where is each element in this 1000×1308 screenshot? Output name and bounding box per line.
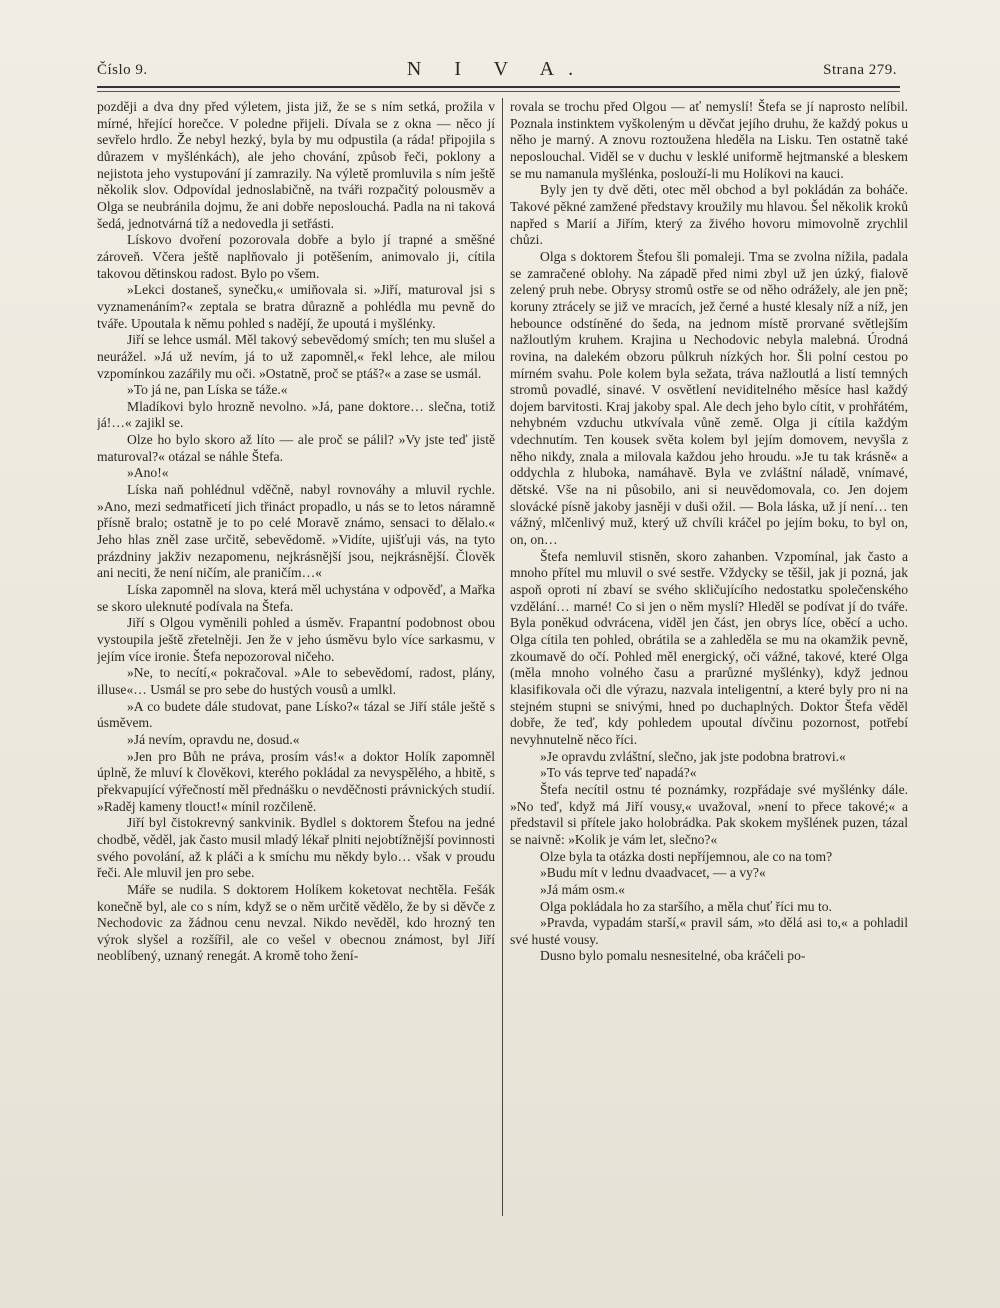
paragraph: »Lekci dostaneš, synečku,« umiňovala si. »Jiří, maturoval jsi s vyznamenáním?« zeptala se bratra důrazně a pohlédla mu pevně do tváře. Upoutala k němu pohled s nadějí, že upoutá i myšlénky. (97, 282, 495, 331)
paragraph: Máře se nudila. S doktorem Holíkem koketovat nechtěla. Fešák konečně byl, ale co s ním, když se o něm určitě vědělo, že by si děvče z Nechodovic za žádnou cenu nevzal. Nikdo nevěděl, kdo hrozný ten výrok slyšel a rozšířil, ale co vešel v obecnou známost, byl Jiří neoblíbený, uznaný renegát. A kromě toho žení- (97, 881, 495, 964)
page-number: Strana 279. (823, 62, 897, 78)
header-rule (97, 86, 900, 92)
paragraph: »Budu mít v lednu dvaadvacet, — a vy?« (540, 865, 766, 881)
right-column (510, 99, 908, 1219)
paragraph: později a dva dny před výletem, jista již, že se s ním setká, prožila v mírné, hřející horečce. V poledne přijeli. Dívala se z okna — něco jí sevřelo hrdlo. Že nebyl hezký, byla by mu odpustila (a ráda! připojila s důrazem v myšlénkách), ale jeho chování, způsob řeči, poklony a nejistota jeho vystupování jí zamrazily. Na výletě promluvila s ním ještě několik slov. Odpovídal jednoslabičně, na tváři rozpačitý polousměv a Olga se neubránila dojmu, že ani dobře neposlouchá. Padla na ni taková šedá, jednotvárná tíž a nedovedla ji setřásti. (97, 99, 495, 231)
paragraph: »Jen pro Bůh ne práva, prosím vás!« a doktor Holík zapomněl úplně, že mluví k člověkovi, kterého pokládal za nevyspělého, a hbitě, s překvapující výřečností měl přednášku o nevděčnosti právnických studií. »Raděj kameny tlouct!« mínil rozčileně. (97, 748, 495, 814)
paragraph: »Je opravdu zvláštní, slečno, jak jste podobna bratrovi.« (540, 748, 846, 764)
publication-title: N I V A. (406, 58, 588, 80)
paragraph: »Já nevím, opravdu ne, dosud.« (127, 731, 300, 747)
issue-number: Číslo 9. (97, 62, 148, 78)
paragraph: Byly jen ty dvě děti, otec měl obchod a byl pokládán za boháče. Takové pěkné zamžené představy kroužily mu hlavou. Šel několik kroků napřed s Marií a Jiřím, který za živého hovoru mimovolně zrychlil chůzi. (510, 182, 908, 248)
paragraph: »Ano!« (127, 465, 169, 481)
paragraph: Olze byla ta otázka dosti nepříjemnou, ale co na tom? (540, 848, 833, 864)
page-header (97, 58, 897, 84)
left-column (97, 99, 495, 1219)
paragraph: »A co budete dále studovat, pane Lísko?« tázal se Jiří stále ještě s úsměvem. (97, 698, 495, 731)
paragraph: Olze ho bylo skoro až líto — ale proč se pálil? »Vy jste teď jistě maturoval?« otázal se náhle Štefa. (97, 432, 495, 464)
paragraph: Štefa necítil ostnu té poznámky, rozpřádaje své myšlénky dále. »No teď, když má Jiří vousy,« uvažoval, »není to přece takové;« a představil si přítele jako holobrádka. Pak skokem myšlének puzen, tázal se naivně: »Kolik je vám let, slečno?« (510, 781, 908, 847)
paragraph: »Já mám osm.« (540, 881, 625, 897)
paragraph: »Ne, to necítí,« pokračoval. »Ale to sebevědomí, radost, plány, illuse«… Usmál se pro sebe do hustých vousů a umlkl. (97, 665, 495, 697)
paragraph: Jiří byl čistokrevný sankvinik. Bydlel s doktorem Štefou na jedné chodbě, věděl, jak často musil mladý lékař plniti nejobtížnější povinnosti svého povolání, až k pláči a k smíchu mu někdy bylo… však v proudu řeči. Ale mluvil jen pro sebe. (97, 815, 495, 881)
paragraph: Dusno bylo pomalu nesnesitelné, oba kráčeli po- (540, 948, 806, 964)
paragraph: Jiří se lehce usmál. Měl takový sebevědomý smích; ten mu slušel a neurážel. »Já už nevím, já to už zapomněl,« řekl lehce, ale milou vzpomínkou zazářily mu oči. »Ostatně, proč se ptáš?« a zase se usmál. (97, 332, 495, 381)
paragraph: Olga pokládala ho za staršího, a měla chuť říci mu to. (540, 898, 832, 914)
paragraph: Štefa nemluvil stisněn, skoro zahanben. Vzpomínal, jak často a mnoho přítel mu mluvil o své sestře. Vždycky se těšil, jak ji pozná, jak aspoň oproti ní zbaví se svého skličujícího nedostatku společenského vzdělání… marné! Co si jen o něm myslí? Hleděl se podívat jí do tváře. Byla poněkud odvrácena, viděl jen část, jen obrys líce, oběcí a ucho. Olga cítila ten pohled, obrátila se a zahleděla se mu na okamžik pevně, zkoumavě do očí. Pohled měl energický, oči vážné, takové, které Olga (měla mnoho volného času a prarůzné myšlénky), když jednou klasifikovala oči dle výrazu, nazvala inteligentní, a které byly pro ni na stejném stupni se snivými, hned po duchaplných. Doktor Štefa věděl dobře, že teď, kdy pohledem upoutal dívčinu pozornost, potřebí nevyhnutelně něco říci. (510, 548, 908, 747)
paragraph: »To já ne, pan Líska se táže.« (127, 382, 288, 398)
paragraph: Olga s doktorem Štefou šli pomaleji. Tma se zvolna nížila, padala se zamračené oblohy. Na západě před nimi zbyl už jen úzký, fialově zelený pruh nebe. Obrysy stromů ostře se od něho odrážely, ale jen pně; koruny ztrácely se již ve mracích, jež černé a husté klesaly níž a níž, jen hebounce odstíněné do šeda, na jednom místě prorvané světlejším nažloutlým kruhem. Krajina u Nechodovic nebyla malebná. Úrodná rovina, na dalekém obzoru půlkruh nízkých hor. Šli polní cestou po mírném svahu. Pole kolem byla sežata, tráva nažloutlá a listí temných stromů povadlé, sinavé. V osvětlení neviditelného měsíce hasl každý dojem barvitosti. Kraj jakoby spal. Ale dech jeho bylo cítit, v prohřátém, nehybném vzduchu utkvívala vůně země. Olga ji cítila každým vdechnutím. Ten kousek světa kolem byl jejím domovem, nevyšla z něho nikdy, znala a milovala každou jeho hroudu. »Je tu tak krásně« a oddychla z hluboka, namáhavě. Byla ve zvláštní náladě, vnímavé, dětské. Vše na ni působilo, ani si neuvědomovala, co. Jen dojem slovácké písně jakoby jasněji v duši ožil. — Bola láska, už jí není… ten vážný, mlčenlivý muž, který už chvíli kráčel po jejím boku, to byl on, on, on… (510, 248, 908, 548)
paragraph: Jiří s Olgou vyměnili pohled a úsměv. Frapantní podobnost obou vystoupila ještě zřetelněji. Jen že v jeho úsměvu bylo více sarkasmu, v jejím více ironie. Štefa nepozoroval ničeho. (97, 615, 495, 664)
paragraph: Lískovo dvoření pozorovala dobře a bylo jí trapné a směšné zároveň. Včera ještě naplňovalo ji potěšením, animovalo ji, cítila takovou dětinskou radost. Bylo po všem. (97, 232, 495, 281)
paragraph: rovala se trochu před Olgou — ať nemyslí! Štefa se jí naprosto nelíbil. Poznala instinktem vyškoleným u děvčat jejího druhu, že každý pokus u něho je marný. A znovu roztoužena hleděla na Lisku. Ten ostatně také neposlouchal. Viděl se v duchu v lesklé uniformě hejtmanské a bleskem se mu namanula myšlénka, poslouží-li mu Holíkovi na kauci. (510, 99, 908, 181)
paragraph: »To vás teprve teď napadá?« (540, 765, 697, 781)
paragraph: Líska zapomněl na slova, která měl uchystána v odpověď, a Mařka se skoro uleknuté podívala na Štefa. (97, 582, 495, 614)
column-divider (502, 98, 503, 1216)
paragraph: »Pravda, vypadám starší,« pravil sám, »to dělá asi to,« a pohladil své husté vousy. (510, 915, 908, 947)
paragraph: Líska naň pohlédnul vděčně, nabyl rovnováhy a mluvil rychle. »Ano, mezi sedmatřicetí jich třináct propadlo, u nás se to letos náramně přísně bralo; ostatně je to po celé Moravě známo, sensaci to dělalo.« Jeho hlas zněl zase určitě, sebevědomě. »Vidíte, ujišťuji vás, na tyto prázdniny jakživ nezapomenu, nejkrásnější jsou, nejkrásnější. Člověk ani neciti, že není ničím, ale praničím…« (97, 482, 495, 581)
paragraph: Mladíkovi bylo hrozně nevolno. »Já, pane doktore… slečna, totiž já!…« zajikl se. (97, 398, 495, 431)
